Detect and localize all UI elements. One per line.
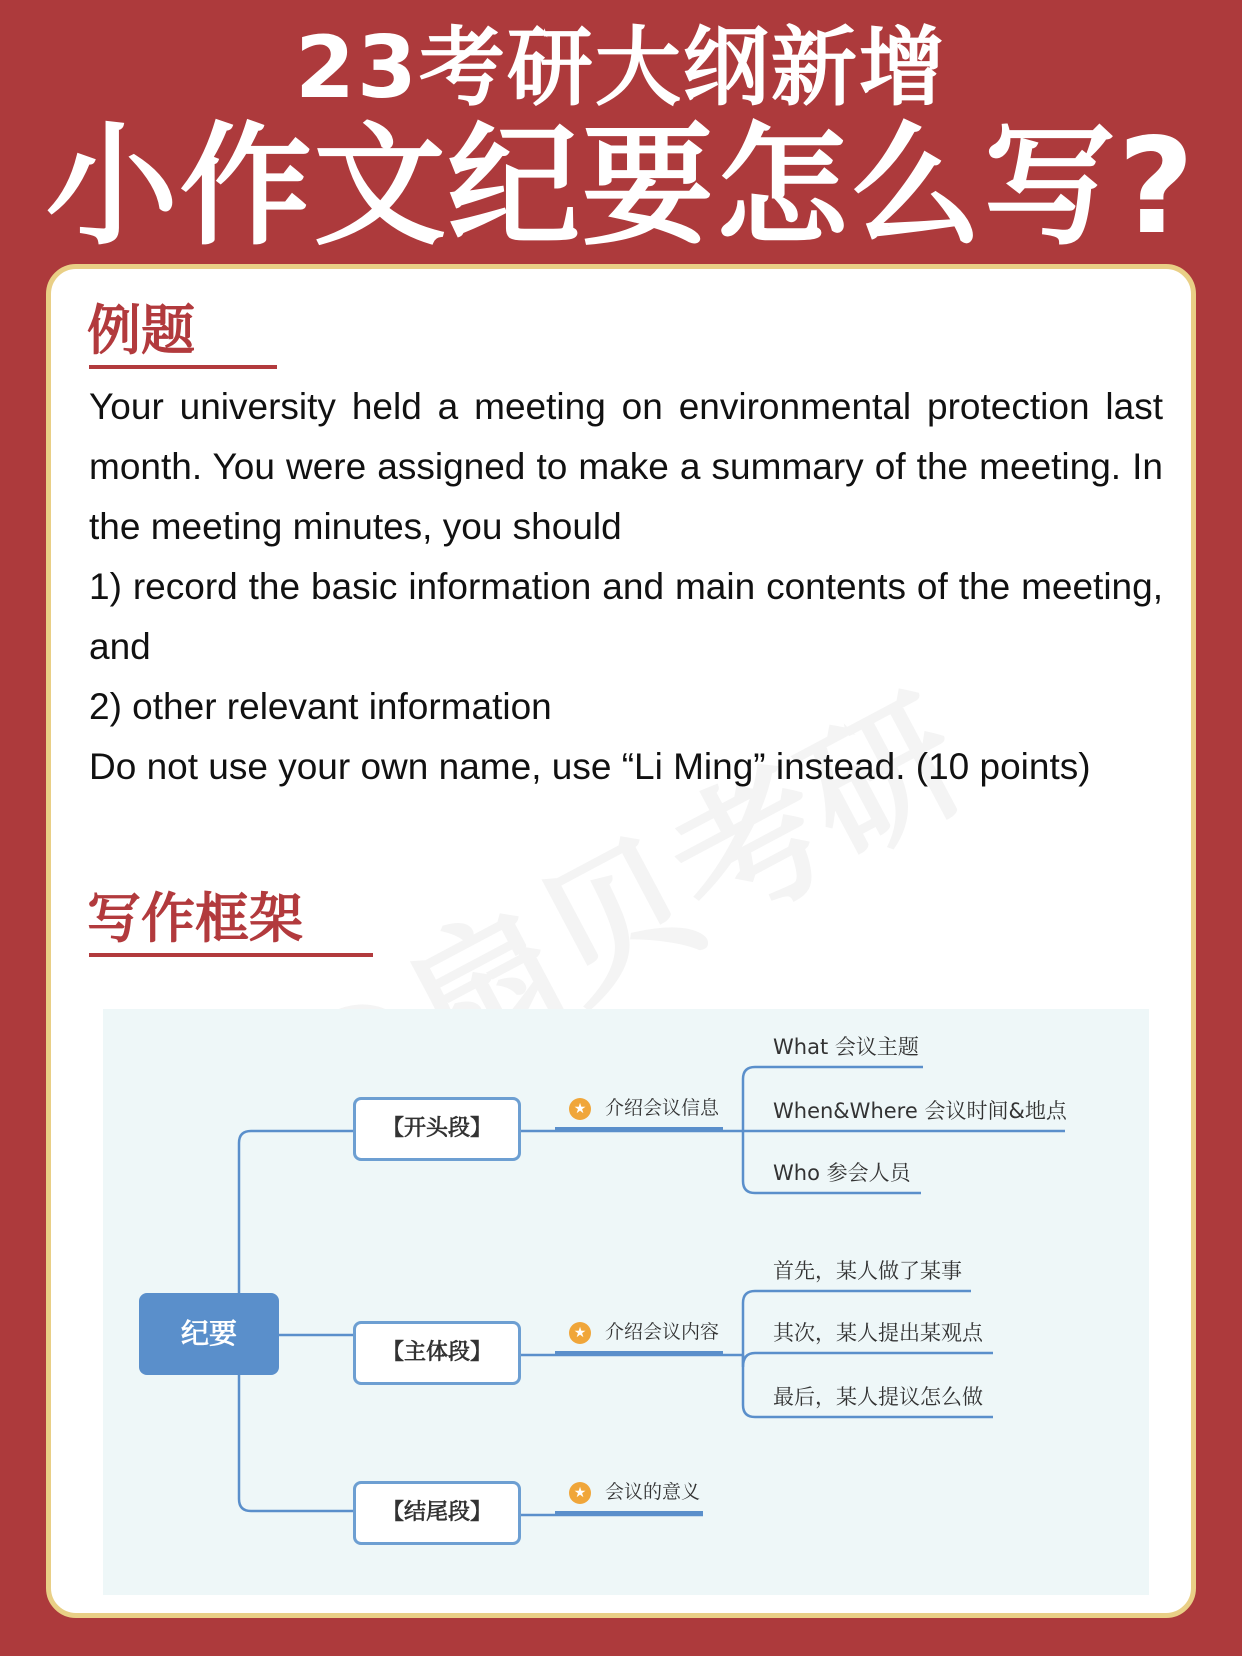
prompt-paragraph: Your university held a meeting on environmental protection last month. You were assigned to make a summary of the meeting. In the meeting minutes, you should (89, 386, 1163, 547)
connector-root-bottom (239, 1375, 355, 1511)
section-node-ending: 【结尾段】 (353, 1481, 521, 1545)
section-node-opening: 【开头段】 (353, 1097, 521, 1161)
framework-title: 写作框架 (87, 887, 303, 950)
header-line1: 23考研大纲新增 (295, 18, 947, 118)
star-icon: ★ (569, 1098, 591, 1120)
prompt-paragraph: 1) record the basic information and main contents of the meeting, and (89, 566, 1163, 667)
prompt-paragraph: Do not use your own name, use “Li Ming” instead. (10 points) (89, 746, 1091, 787)
header-line2: 小作文纪要怎么写? (45, 110, 1197, 264)
topic-label: 会议的意义 (605, 1481, 701, 1503)
prompt-paragraph: 2) other relevant information (89, 686, 552, 727)
topic-label: 介绍会议内容 (605, 1321, 720, 1343)
leaf-last: 最后，某人提议怎么做 (773, 1385, 983, 1409)
content-card (46, 264, 1196, 1618)
leaf-what: What 会议主题 (773, 1035, 919, 1059)
mind-map (103, 1009, 1149, 1595)
root-node: 纪要 (139, 1293, 279, 1375)
star-icon: ★ (569, 1322, 591, 1344)
leaf-first: 首先，某人做了某事 (773, 1259, 962, 1283)
example-title-underline (89, 365, 277, 369)
leaf-who: Who 参会人员 (773, 1161, 911, 1185)
leaf-when-where: When&Where 会议时间&地点 (773, 1099, 1067, 1123)
leaf-second: 其次，某人提出某观点 (773, 1321, 983, 1345)
topic-label: 介绍会议信息 (605, 1097, 720, 1119)
topic-ending (569, 1477, 700, 1504)
connector-leaf-2b (743, 1353, 993, 1367)
example-title: 例题 (87, 299, 195, 362)
connector-root-top (239, 1131, 355, 1293)
example-prompt (89, 377, 1163, 797)
framework-title-underline (89, 953, 373, 957)
topic-body (569, 1317, 719, 1344)
topic-opening (569, 1093, 719, 1120)
star-icon: ★ (569, 1482, 591, 1504)
section-node-body: 【主体段】 (353, 1321, 521, 1385)
